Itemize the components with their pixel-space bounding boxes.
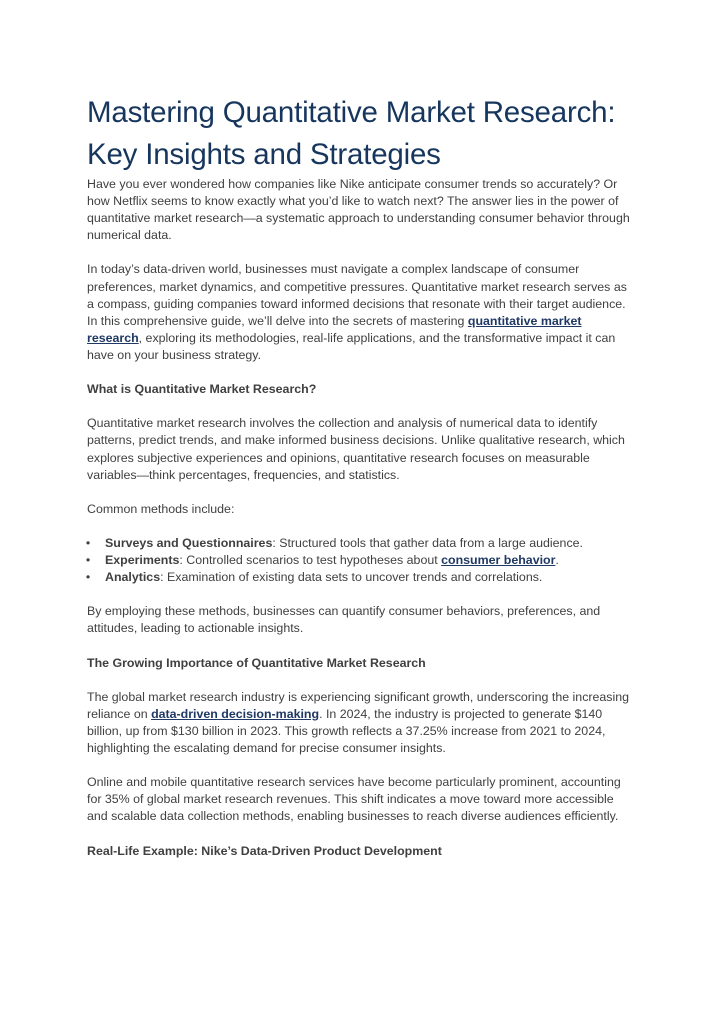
- list-item-text: : Structured tools that gather data from a large audience.: [272, 535, 583, 550]
- spacer: [87, 586, 635, 603]
- spacer: [87, 398, 635, 415]
- section-heading-what-is: What is Quantitative Market Research?: [87, 382, 317, 397]
- intro-paragraph-2: [87, 261, 635, 364]
- list-item: [87, 552, 635, 569]
- section2-paragraph-1: [87, 689, 635, 757]
- spacer: [87, 757, 635, 774]
- intro-p2-text-after: , exploring its methodologies, real-life applications, and the transformative impact it can have on your business strategy.: [87, 330, 616, 362]
- section2-p1-text-before: The global market research industry is experiencing significant growth, underscoring the increasing reliance on: [87, 689, 630, 721]
- list-item-term: Experiments: [105, 553, 180, 568]
- spacer: [87, 826, 635, 843]
- spacer: [87, 364, 635, 381]
- data-driven-decision-making-link[interactable]: data-driven decision-making: [151, 706, 320, 721]
- list-item-text: : Controlled scenarios to test hypotheses about: [179, 553, 442, 568]
- document-page: [87, 92, 635, 860]
- spacer: [87, 518, 635, 535]
- bullet-icon: •: [85, 535, 91, 550]
- intro-p2-text-before: In today’s data-driven world, businesses must navigate a complex landscape of consumer preferences, market dynamics, and competitive pressures. Quantitative market research serves as a compass, guiding companies toward informed decisions that resonate with their target audience. In this comprehensive guide, we’ll delve into the secrets of mastering: [87, 262, 627, 328]
- bullet-icon: •: [85, 553, 91, 568]
- quantitative-market-research-link[interactable]: quantitative market research: [87, 313, 582, 345]
- methods-list: [87, 535, 635, 586]
- section-heading-growing-importance: The Growing Importance of Quantitative Market Research: [87, 655, 426, 670]
- list-item-term: Surveys and Questionnaires: [105, 535, 273, 550]
- spacer: [87, 244, 635, 261]
- spacer: [87, 638, 635, 655]
- section1-paragraph-2: Common methods include:: [87, 501, 235, 516]
- bullet-icon: •: [85, 570, 91, 585]
- list-item-text: : Examination of existing data sets to uncover trends and correlations.: [160, 570, 543, 585]
- list-item-term: Analytics: [105, 570, 161, 585]
- section1-paragraph-3: By employing these methods, businesses can quantify consumer behaviors, preferences, and attitudes, leading to actionable insights.: [87, 604, 601, 636]
- spacer: [87, 484, 635, 501]
- section-heading-nike-example: Real-Life Example: Nike’s Data-Driven Product Development: [87, 843, 442, 858]
- list-item: [87, 535, 635, 552]
- section2-p1-text-after: . In 2024, the industry is projected to generate $140 billion, up from $130 billion in 2023. This growth reflects a 37.25% increase from 2021 to 2024, highlighting the escalating demand for precise consumer insights.: [87, 706, 606, 756]
- section1-paragraph-1: Quantitative market research involves the collection and analysis of numerical data to identify patterns, predict trends, and make informed business decisions. Unlike qualitative research, which explores subjective experiences and opinions, quantitative research focuses on measurable variables—think percentages, frequencies, and statistics.: [87, 416, 625, 482]
- page-title: Mastering Quantitative Market Research: Key Insights and Strategies: [87, 96, 616, 171]
- spacer: [87, 672, 635, 689]
- list-item: [87, 569, 635, 586]
- list-item-text-after: .: [555, 553, 559, 568]
- intro-paragraph-1: Have you ever wondered how companies like Nike anticipate consumer trends so accurately? Or how Netflix seems to know exactly what you’d like to watch next? The answer lies in the power of quantitative market research—a systematic approach to understanding consumer behavior through numerical data.: [87, 177, 630, 243]
- section2-paragraph-2: Online and mobile quantitative research services have become particularly prominent, accounting for 35% of global market research revenues. This shift indicates a move toward more accessible and scalable data collection methods, enabling businesses to reach diverse audiences efficiently.: [87, 775, 621, 824]
- consumer-behavior-link[interactable]: consumer behavior: [441, 553, 556, 568]
